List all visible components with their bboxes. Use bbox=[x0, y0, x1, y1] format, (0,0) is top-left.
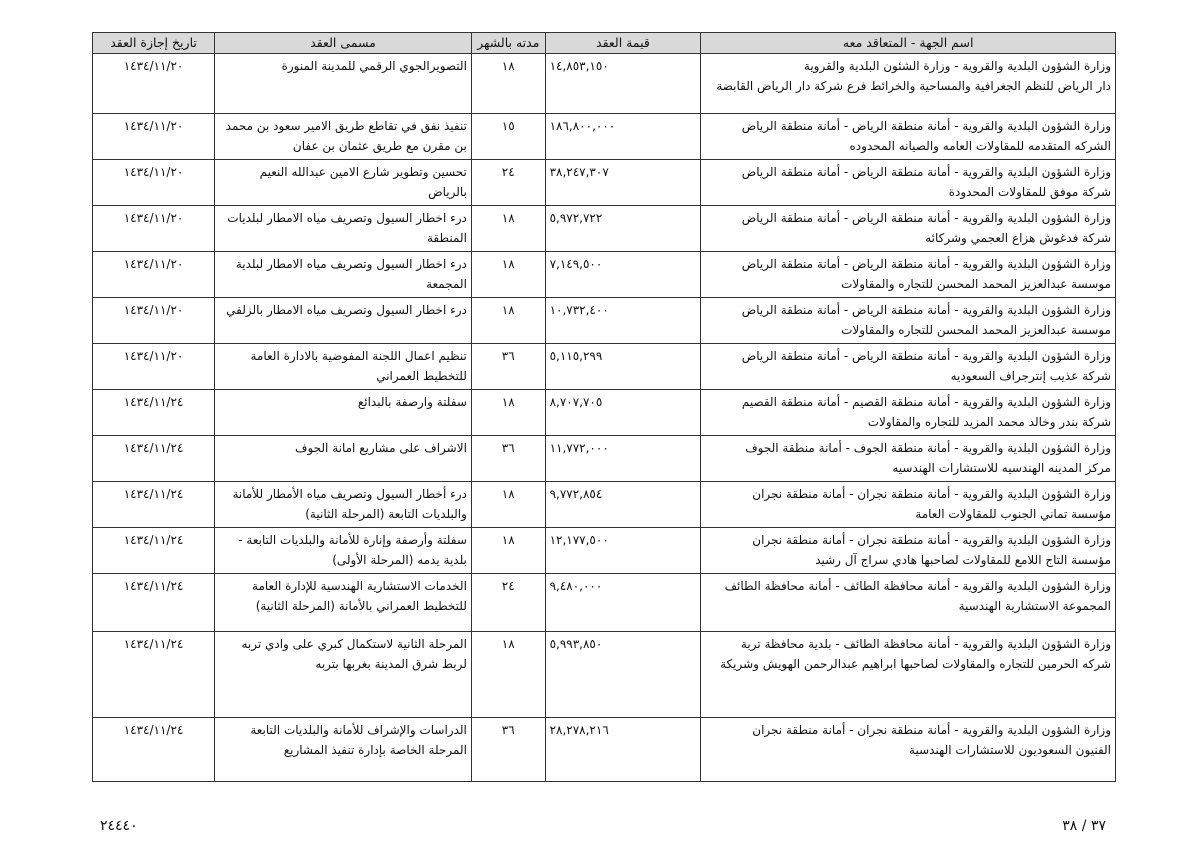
entity-line: وزارة الشؤون البلدية والقروية - أمانة منطقة نجران - أمانة منطقة نجران bbox=[752, 533, 1111, 547]
cell-duration: ١٨ bbox=[471, 528, 545, 574]
cell-contract-name: سفلتة وارصفة بالبدائع bbox=[215, 390, 472, 436]
cell-entity bbox=[701, 436, 1116, 482]
cell-duration: ١٨ bbox=[471, 54, 545, 114]
entity-line: وزارة الشؤون البلدية والقروية - أمانة منطقة الرياض - أمانة منطقة الرياض bbox=[741, 303, 1111, 317]
table-row bbox=[93, 390, 1116, 436]
page-number: ٣٧ / ٣٨ bbox=[1062, 818, 1106, 834]
cell-contract-name: الدراسات والإشراف للأمانة والبلديات التابعة المرحلة الخاصة بإدارة تنفيذ المشاريع bbox=[215, 718, 472, 782]
cell-contract-name: الاشراف على مشاريع امانة الجوف bbox=[215, 436, 472, 482]
cell-contract-value: ٧,١٤٩,٥٠٠ bbox=[545, 252, 701, 298]
cell-duration: ٣٦ bbox=[471, 436, 545, 482]
entity-line: وزارة الشؤون البلدية والقروية - أمانة منطقة نجران - أمانة منطقة نجران bbox=[752, 723, 1111, 737]
cell-approval-date: ١٤٣٤/١١/٢٤ bbox=[93, 574, 215, 632]
cell-approval-date: ١٤٣٤/١١/٢٤ bbox=[93, 390, 215, 436]
entity-line: وزارة الشؤون البلدية والقروية - أمانة منطقة الرياض - أمانة منطقة الرياض bbox=[741, 349, 1111, 363]
entity-line: دار الرياض للنظم الجغرافية والمساحية والخرائط فرع شركة دار الرياض القابضة bbox=[716, 79, 1111, 93]
cell-approval-date: ١٤٣٤/١١/٢٤ bbox=[93, 718, 215, 782]
cell-approval-date: ١٤٣٤/١١/٢٤ bbox=[93, 436, 215, 482]
table-row bbox=[93, 718, 1116, 782]
table-row bbox=[93, 160, 1116, 206]
cell-contract-name: التصويرالجوي الرقمي للمدينة المنورة bbox=[215, 54, 472, 114]
entity-line: موسسة عبدالعزيز المحمد المحسن للتجاره والمقاولات bbox=[841, 323, 1111, 337]
entity-line: وزارة الشؤون البلدية والقروية - أمانة محافظة الطائف - بلدية محافظة تربة bbox=[740, 637, 1111, 651]
cell-entity bbox=[701, 252, 1116, 298]
cell-duration: ١٨ bbox=[471, 632, 545, 718]
cell-contract-value: ١١,٧٧٢,٠٠٠ bbox=[545, 436, 701, 482]
entity-line: شركة بندر وخالد محمد المزيد للتجاره والمقاولات bbox=[867, 415, 1111, 429]
cell-entity bbox=[701, 528, 1116, 574]
cell-contract-value: ١٠,٧٣٢,٤٠٠ bbox=[545, 298, 701, 344]
cell-contract-name: درء اخطار السيول وتصريف مياه الامطار بالزلفي bbox=[215, 298, 472, 344]
cell-duration: ١٨ bbox=[471, 206, 545, 252]
cell-approval-date: ١٤٣٤/١١/٢٤ bbox=[93, 528, 215, 574]
table-row bbox=[93, 528, 1116, 574]
cell-contract-value: ٣٨,٢٤٧,٣٠٧ bbox=[545, 160, 701, 206]
cell-approval-date: ١٤٣٤/١١/٢٠ bbox=[93, 160, 215, 206]
entity-line: شركة موفق للمقاولات المحدودة bbox=[948, 185, 1111, 199]
cell-contract-value: ١٤,٨٥٣,١٥٠ bbox=[545, 54, 701, 114]
table-row bbox=[93, 54, 1116, 114]
entity-line: وزارة الشؤون البلدية والقروية - أمانة منطقة القصيم - أمانة منطقة القصيم bbox=[741, 395, 1111, 409]
entity-line: شركه الحرمين للتجاره والمقاولات لصاحبها ابراهيم عبدالرحمن الهويش وشريكة bbox=[720, 657, 1111, 671]
cell-contract-value: ١٢,١٧٧,٥٠٠ bbox=[545, 528, 701, 574]
cell-contract-value: ٨,٧٠٧,٧٠٥ bbox=[545, 390, 701, 436]
cell-contract-name: درء اخطار السيول وتصريف مياه الامطار لبلديات المنطقة bbox=[215, 206, 472, 252]
cell-contract-value: ٥,١١٥,٢٩٩ bbox=[545, 344, 701, 390]
cell-contract-name: تنفيذ نفق في تقاطع طريق الامير سعود بن محمد بن مقرن مع طريق عثمان بن عفان bbox=[215, 114, 472, 160]
table-row bbox=[93, 574, 1116, 632]
header-duration: مدته بالشهر bbox=[471, 33, 545, 54]
cell-contract-name: درء اخطار السيول وتصريف مياه الامطار لبلدية المجمعة bbox=[215, 252, 472, 298]
cell-duration: ١٨ bbox=[471, 298, 545, 344]
entity-line: وزارة الشؤون البلدية والقروية - أمانة منطقة الرياض - أمانة منطقة الرياض bbox=[741, 257, 1111, 271]
contracts-table-container bbox=[92, 32, 1116, 782]
cell-contract-name: درء أخطار السيول وتصريف مياه الأمطار للأمانة والبلديات التابعة (المرحلة الثانية) bbox=[215, 482, 472, 528]
table-row bbox=[93, 114, 1116, 160]
cell-contract-name: تنظيم اعمال اللجنة المفوضية بالادارة العامة للتخطيط العمراني bbox=[215, 344, 472, 390]
cell-duration: ٢٤ bbox=[471, 160, 545, 206]
cell-duration: ١٨ bbox=[471, 252, 545, 298]
header-row bbox=[93, 33, 1116, 54]
document-number: ٢٤٤٤٠ bbox=[100, 818, 138, 834]
entity-line: المجموعة الاستشارية الهندسية bbox=[958, 599, 1111, 613]
cell-contract-name: سفلتة وأرصفة وإنارة للأمانة والبلديات التابعة - بلدية يدمه (المرحلة الأولى) bbox=[215, 528, 472, 574]
header-approval-date: تاريخ إجازة العقد bbox=[93, 33, 215, 54]
cell-duration: ٢٤ bbox=[471, 574, 545, 632]
entity-line: الشركه المتقدمه للمقاولات العامه والصيانه المحدوده bbox=[849, 139, 1111, 153]
cell-entity bbox=[701, 298, 1116, 344]
cell-contract-value: ٥,٩٩٣,٨٥٠ bbox=[545, 632, 701, 718]
cell-duration: ٣٦ bbox=[471, 718, 545, 782]
entity-line: وزارة الشؤون البلدية والقروية - أمانة منطقة الرياض - أمانة منطقة الرياض bbox=[741, 211, 1111, 225]
contracts-table bbox=[92, 32, 1116, 782]
table-row bbox=[93, 632, 1116, 718]
cell-contract-name: تحسين وتطوير شارع الامين عبدالله النعيم بالرياض bbox=[215, 160, 472, 206]
cell-entity bbox=[701, 718, 1116, 782]
header-entity: اسم الجهة - المتعاقد معه bbox=[701, 33, 1116, 54]
entity-line: وزارة الشؤون البلدية والقروية - أمانة منطقة الجوف - أمانة منطقة الجوف bbox=[745, 441, 1111, 455]
table-row bbox=[93, 206, 1116, 252]
entity-line: موسسة عبدالعزيز المحمد المحسن للتجاره والمقاولات bbox=[841, 277, 1111, 291]
entity-line: وزارة الشؤون البلدية والقروية - أمانة منطقة الرياض - أمانة منطقة الرياض bbox=[741, 119, 1111, 133]
cell-approval-date: ١٤٣٤/١١/٢٠ bbox=[93, 344, 215, 390]
cell-duration: ٣٦ bbox=[471, 344, 545, 390]
cell-approval-date: ١٤٣٤/١١/٢٤ bbox=[93, 632, 215, 718]
cell-approval-date: ١٤٣٤/١١/٢٠ bbox=[93, 54, 215, 114]
entity-line: وزارة الشؤون البلدية والقروية - وزارة الشئون البلدية والقروية bbox=[803, 59, 1111, 73]
cell-contract-value: ١٨٦,٨٠٠,٠٠٠ bbox=[545, 114, 701, 160]
entity-line: شركة عذيب إنترجراف السعوديه bbox=[950, 369, 1111, 383]
table-row bbox=[93, 344, 1116, 390]
cell-approval-date: ١٤٣٤/١١/٢٠ bbox=[93, 298, 215, 344]
entity-line: وزارة الشؤون البلدية والقروية - أمانة منطقة نجران - أمانة منطقة نجران bbox=[752, 487, 1111, 501]
cell-entity bbox=[701, 114, 1116, 160]
cell-contract-value: ٩,٧٧٢,٨٥٤ bbox=[545, 482, 701, 528]
entity-line: مركز المدينه الهندسيه للاستشارات الهندسيه bbox=[892, 461, 1111, 475]
entity-line: شركة فدغوش هزاع العجمي وشركائه bbox=[925, 231, 1111, 245]
cell-entity bbox=[701, 160, 1116, 206]
cell-approval-date: ١٤٣٤/١١/٢٠ bbox=[93, 206, 215, 252]
table-row bbox=[93, 436, 1116, 482]
cell-entity bbox=[701, 206, 1116, 252]
entity-line: وزارة الشؤون البلدية والقروية - أمانة منطقة الرياض - أمانة منطقة الرياض bbox=[741, 165, 1111, 179]
cell-entity bbox=[701, 344, 1116, 390]
cell-contract-value: ٥,٩٧٢,٧٢٢ bbox=[545, 206, 701, 252]
entity-line: مؤسسة تماني الجنوب للمقاولات العامة bbox=[915, 507, 1111, 521]
entity-line: الفنيون السعوديون للاستشارات الهندسية bbox=[909, 743, 1111, 757]
cell-contract-name: المرحلة الثانية لاستكمال كبري على وادي تربه لربط شرق المدينة بغربها بتربه bbox=[215, 632, 472, 718]
table-row bbox=[93, 252, 1116, 298]
cell-entity bbox=[701, 632, 1116, 718]
entity-line: مؤسسة التاج اللامع للمقاولات لصاحبها هادي سراج آل رشيد bbox=[815, 553, 1111, 567]
cell-contract-value: ٢٨,٢٧٨,٢١٦ bbox=[545, 718, 701, 782]
cell-contract-name: الخدمات الاستشارية الهندسية للإدارة العامة للتخطيط العمراني بالأمانة (المرحلة الثانية) bbox=[215, 574, 472, 632]
cell-approval-date: ١٤٣٤/١١/٢٤ bbox=[93, 482, 215, 528]
cell-entity bbox=[701, 574, 1116, 632]
cell-entity bbox=[701, 390, 1116, 436]
cell-duration: ١٥ bbox=[471, 114, 545, 160]
header-value: قيمة العقد bbox=[545, 33, 701, 54]
cell-duration: ١٨ bbox=[471, 390, 545, 436]
cell-duration: ١٨ bbox=[471, 482, 545, 528]
table-row bbox=[93, 298, 1116, 344]
header-contract-name: مسمى العقد bbox=[215, 33, 472, 54]
cell-entity bbox=[701, 482, 1116, 528]
table-body bbox=[93, 54, 1116, 782]
table-row bbox=[93, 482, 1116, 528]
cell-contract-value: ٩,٤٨٠,٠٠٠ bbox=[545, 574, 701, 632]
entity-line: وزارة الشؤون البلدية والقروية - أمانة محافظة الطائف - أمانة محافظة الطائف bbox=[724, 579, 1111, 593]
cell-entity bbox=[701, 54, 1116, 114]
cell-approval-date: ١٤٣٤/١١/٢٠ bbox=[93, 252, 215, 298]
cell-approval-date: ١٤٣٤/١١/٢٠ bbox=[93, 114, 215, 160]
